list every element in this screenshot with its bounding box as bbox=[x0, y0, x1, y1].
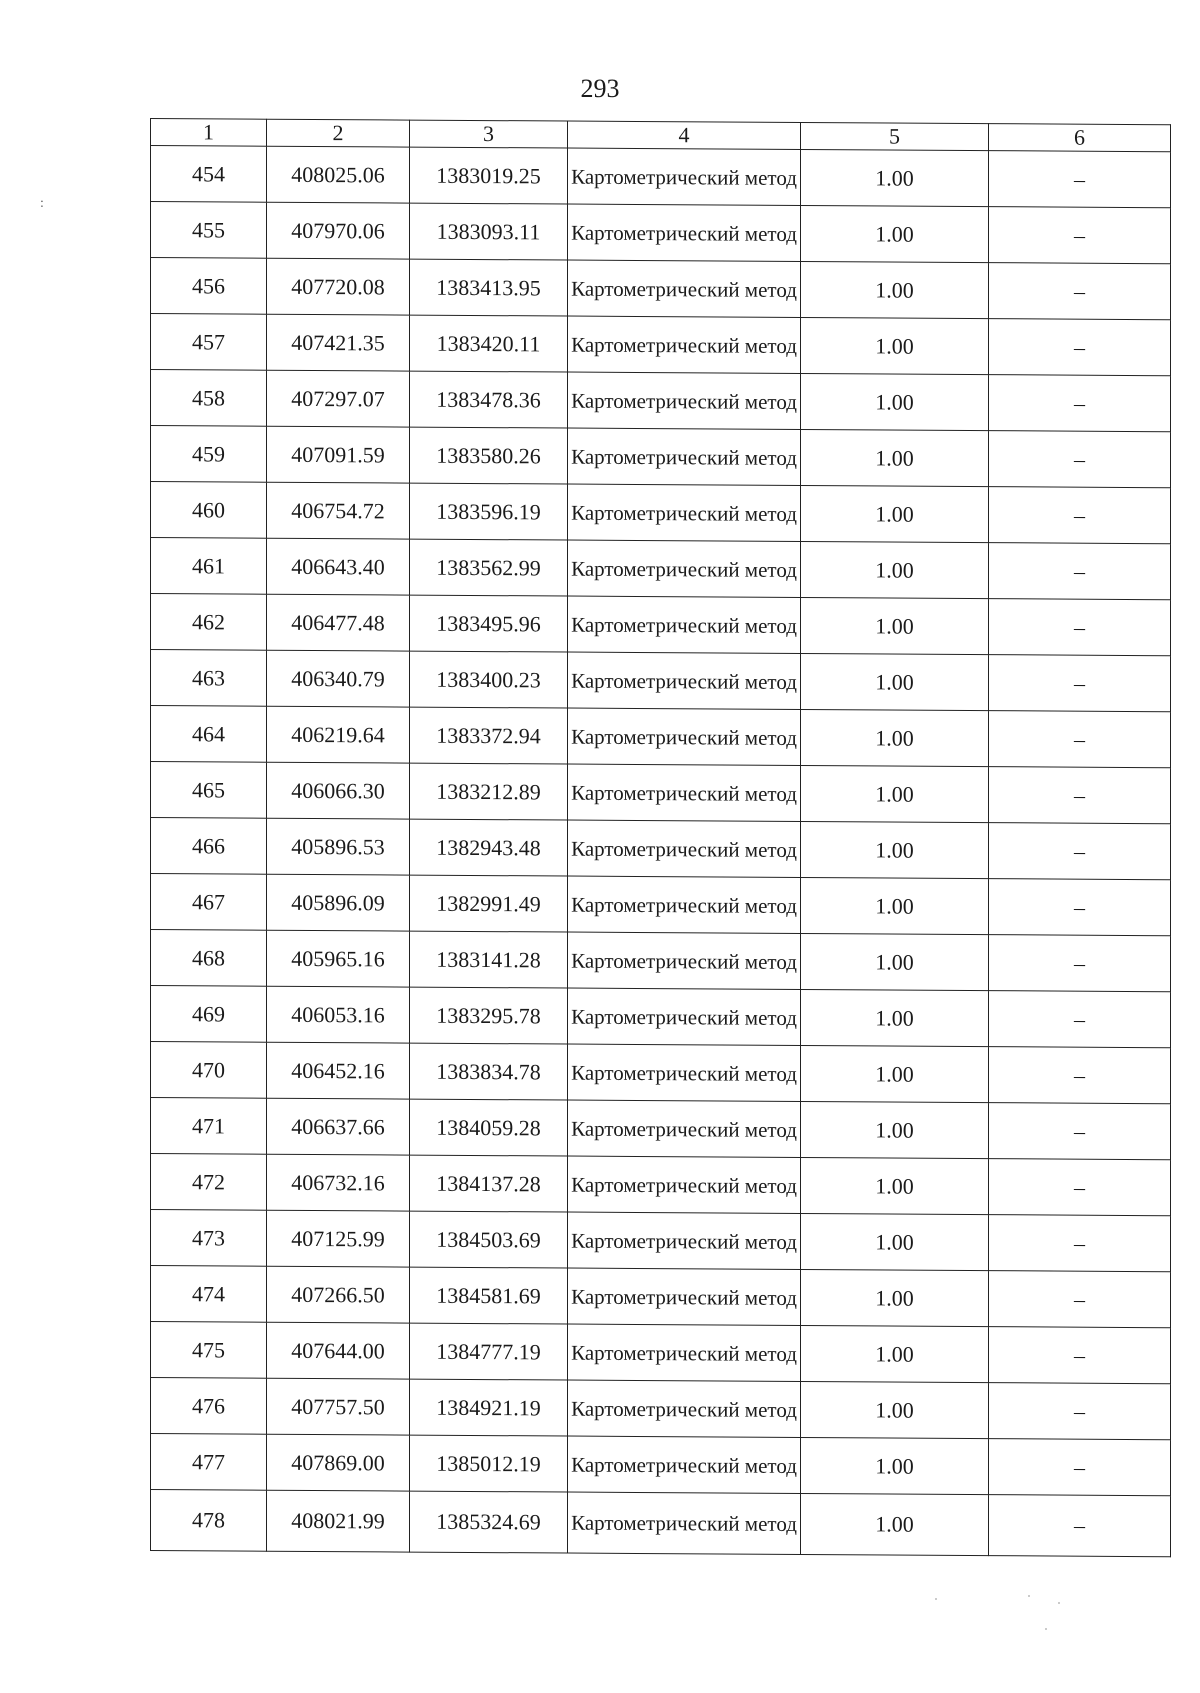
y-coordinate-cell: 1385012.19 bbox=[410, 1435, 568, 1492]
x-coordinate-cell: 407421.35 bbox=[267, 314, 410, 371]
note-cell: – bbox=[989, 711, 1171, 768]
method-cell: Картометрический метод bbox=[568, 540, 801, 597]
y-coordinate-cell: 1384581.69 bbox=[410, 1267, 568, 1324]
accuracy-cell: 1.00 bbox=[801, 149, 989, 206]
x-coordinate-cell: 407644.00 bbox=[267, 1322, 410, 1379]
note-cell: – bbox=[989, 879, 1171, 936]
accuracy-cell: 1.00 bbox=[801, 821, 989, 878]
x-coordinate-cell: 407297.07 bbox=[267, 370, 410, 427]
y-coordinate-cell: 1384137.28 bbox=[410, 1155, 568, 1212]
accuracy-cell: 1.00 bbox=[801, 205, 989, 262]
note-cell: – bbox=[989, 1495, 1171, 1557]
y-coordinate-cell: 1383413.95 bbox=[410, 259, 568, 316]
point-number-cell: 473 bbox=[151, 1210, 267, 1267]
margin-mark: : bbox=[40, 196, 44, 211]
x-coordinate-cell: 406452.16 bbox=[267, 1042, 410, 1099]
y-coordinate-cell: 1383295.78 bbox=[410, 987, 568, 1044]
method-cell: Картометрический метод bbox=[568, 260, 801, 317]
point-number-cell: 454 bbox=[151, 146, 267, 203]
table-row bbox=[151, 762, 1171, 824]
note-cell: – bbox=[989, 151, 1171, 208]
accuracy-cell: 1.00 bbox=[801, 1381, 989, 1438]
note-cell: – bbox=[989, 935, 1171, 992]
method-cell: Картометрический метод bbox=[568, 484, 801, 541]
x-coordinate-cell: 407125.99 bbox=[267, 1210, 410, 1267]
x-coordinate-cell: 406643.40 bbox=[267, 538, 410, 595]
accuracy-cell: 1.00 bbox=[801, 1101, 989, 1158]
x-coordinate-cell: 406637.66 bbox=[267, 1098, 410, 1155]
table-row bbox=[151, 1098, 1171, 1160]
y-coordinate-cell: 1385324.69 bbox=[410, 1491, 568, 1553]
point-number-cell: 471 bbox=[151, 1098, 267, 1155]
accuracy-cell: 1.00 bbox=[801, 1213, 989, 1270]
table-row bbox=[151, 986, 1171, 1048]
note-cell: – bbox=[989, 319, 1171, 376]
scan-speck bbox=[1028, 1595, 1030, 1597]
point-number-cell: 456 bbox=[151, 258, 267, 315]
note-cell: – bbox=[989, 1271, 1171, 1328]
note-cell: – bbox=[989, 599, 1171, 656]
y-coordinate-cell: 1383596.19 bbox=[410, 483, 568, 540]
x-coordinate-cell: 405896.09 bbox=[267, 874, 410, 931]
coordinates-table bbox=[150, 118, 1171, 1557]
accuracy-cell: 1.00 bbox=[801, 1325, 989, 1382]
method-cell: Картометрический метод bbox=[568, 148, 801, 205]
point-number-cell: 478 bbox=[151, 1490, 267, 1552]
table-row bbox=[151, 538, 1171, 600]
point-number-cell: 463 bbox=[151, 650, 267, 707]
method-cell: Картометрический метод bbox=[568, 596, 801, 653]
accuracy-cell: 1.00 bbox=[801, 1045, 989, 1102]
table-row bbox=[151, 1434, 1171, 1496]
note-cell: – bbox=[989, 543, 1171, 600]
method-cell: Картометрический метод bbox=[568, 876, 801, 933]
note-cell: – bbox=[989, 1327, 1171, 1384]
y-coordinate-cell: 1382943.48 bbox=[410, 819, 568, 876]
table-row bbox=[151, 426, 1171, 488]
point-number-cell: 470 bbox=[151, 1042, 267, 1099]
table-row bbox=[151, 1210, 1171, 1272]
method-cell: Картометрический метод bbox=[568, 708, 801, 765]
table-row bbox=[151, 146, 1171, 208]
note-cell: – bbox=[989, 1047, 1171, 1104]
note-cell: – bbox=[989, 207, 1171, 264]
point-number-cell: 464 bbox=[151, 706, 267, 763]
method-cell: Картометрический метод bbox=[568, 1436, 801, 1493]
method-cell: Картометрический метод bbox=[568, 316, 801, 373]
method-cell: Картометрический метод bbox=[568, 1156, 801, 1213]
method-cell: Картометрический метод bbox=[568, 652, 801, 709]
x-coordinate-cell: 405896.53 bbox=[267, 818, 410, 875]
point-number-cell: 477 bbox=[151, 1434, 267, 1491]
x-coordinate-cell: 407869.00 bbox=[267, 1434, 410, 1491]
accuracy-cell: 1.00 bbox=[801, 373, 989, 430]
point-number-cell: 469 bbox=[151, 986, 267, 1043]
y-coordinate-cell: 1383212.89 bbox=[410, 763, 568, 820]
y-coordinate-cell: 1383093.11 bbox=[410, 203, 568, 260]
point-number-cell: 462 bbox=[151, 594, 267, 651]
accuracy-cell: 1.00 bbox=[801, 765, 989, 822]
table-row bbox=[151, 314, 1171, 376]
method-cell: Картометрический метод bbox=[568, 820, 801, 877]
table-row bbox=[151, 202, 1171, 264]
x-coordinate-cell: 407970.06 bbox=[267, 202, 410, 259]
x-coordinate-cell: 407091.59 bbox=[267, 426, 410, 483]
table-row bbox=[151, 818, 1171, 880]
y-coordinate-cell: 1382991.49 bbox=[410, 875, 568, 932]
point-number-cell: 459 bbox=[151, 426, 267, 483]
note-cell: – bbox=[989, 375, 1171, 432]
scan-speck bbox=[1045, 1628, 1047, 1630]
table-row bbox=[151, 874, 1171, 936]
point-number-cell: 465 bbox=[151, 762, 267, 819]
method-cell: Картометрический метод bbox=[568, 1324, 801, 1381]
column-header: 6 bbox=[989, 124, 1171, 152]
accuracy-cell: 1.00 bbox=[801, 485, 989, 542]
table-row bbox=[151, 370, 1171, 432]
x-coordinate-cell: 406053.16 bbox=[267, 986, 410, 1043]
note-cell: – bbox=[989, 655, 1171, 712]
accuracy-cell: 1.00 bbox=[801, 261, 989, 318]
accuracy-cell: 1.00 bbox=[801, 541, 989, 598]
table-row bbox=[151, 930, 1171, 992]
y-coordinate-cell: 1383478.36 bbox=[410, 371, 568, 428]
accuracy-cell: 1.00 bbox=[801, 1269, 989, 1326]
table-row bbox=[151, 706, 1171, 768]
point-number-cell: 458 bbox=[151, 370, 267, 427]
note-cell: – bbox=[989, 1159, 1171, 1216]
x-coordinate-cell: 407266.50 bbox=[267, 1266, 410, 1323]
point-number-cell: 461 bbox=[151, 538, 267, 595]
method-cell: Картометрический метод bbox=[568, 428, 801, 485]
note-cell: – bbox=[989, 823, 1171, 880]
page-number: 293 bbox=[580, 74, 620, 103]
point-number-cell: 460 bbox=[151, 482, 267, 539]
method-cell: Картометрический метод bbox=[568, 1268, 801, 1325]
y-coordinate-cell: 1383420.11 bbox=[410, 315, 568, 372]
x-coordinate-cell: 407757.50 bbox=[267, 1378, 410, 1435]
point-number-cell: 457 bbox=[151, 314, 267, 371]
accuracy-cell: 1.00 bbox=[801, 989, 989, 1046]
method-cell: Картометрический метод bbox=[568, 932, 801, 989]
point-number-cell: 472 bbox=[151, 1154, 267, 1211]
method-cell: Картометрический метод bbox=[568, 204, 801, 261]
method-cell: Картометрический метод bbox=[568, 764, 801, 821]
x-coordinate-cell: 406732.16 bbox=[267, 1154, 410, 1211]
x-coordinate-cell: 406477.48 bbox=[267, 594, 410, 651]
x-coordinate-cell: 406754.72 bbox=[267, 482, 410, 539]
method-cell: Картометрический метод bbox=[568, 988, 801, 1045]
accuracy-cell: 1.00 bbox=[801, 877, 989, 934]
table-row bbox=[151, 1154, 1171, 1216]
method-cell: Картометрический метод bbox=[568, 1100, 801, 1157]
table-row bbox=[151, 1266, 1171, 1328]
y-coordinate-cell: 1383141.28 bbox=[410, 931, 568, 988]
note-cell: – bbox=[989, 431, 1171, 488]
accuracy-cell: 1.00 bbox=[801, 597, 989, 654]
method-cell: Картометрический метод bbox=[568, 1380, 801, 1437]
table-row bbox=[151, 482, 1171, 544]
table-row bbox=[151, 650, 1171, 712]
table-body bbox=[151, 146, 1171, 1557]
x-coordinate-cell: 406340.79 bbox=[267, 650, 410, 707]
note-cell: – bbox=[989, 1215, 1171, 1272]
y-coordinate-cell: 1383019.25 bbox=[410, 147, 568, 204]
y-coordinate-cell: 1384503.69 bbox=[410, 1211, 568, 1268]
y-coordinate-cell: 1383372.94 bbox=[410, 707, 568, 764]
table-row bbox=[151, 1378, 1171, 1440]
note-cell: – bbox=[989, 263, 1171, 320]
column-header: 3 bbox=[410, 120, 568, 148]
y-coordinate-cell: 1383580.26 bbox=[410, 427, 568, 484]
x-coordinate-cell: 408021.99 bbox=[267, 1490, 410, 1552]
column-header: 4 bbox=[568, 121, 801, 149]
y-coordinate-cell: 1383495.96 bbox=[410, 595, 568, 652]
accuracy-cell: 1.00 bbox=[801, 709, 989, 766]
point-number-cell: 474 bbox=[151, 1266, 267, 1323]
note-cell: – bbox=[989, 1383, 1171, 1440]
method-cell: Картометрический метод bbox=[568, 1492, 801, 1554]
y-coordinate-cell: 1384059.28 bbox=[410, 1099, 568, 1156]
note-cell: – bbox=[989, 767, 1171, 824]
note-cell: – bbox=[989, 1103, 1171, 1160]
accuracy-cell: 1.00 bbox=[801, 1437, 989, 1494]
x-coordinate-cell: 406219.64 bbox=[267, 706, 410, 763]
table-row bbox=[151, 594, 1171, 656]
point-number-cell: 476 bbox=[151, 1378, 267, 1435]
scan-speck bbox=[1058, 1602, 1060, 1604]
accuracy-cell: 1.00 bbox=[801, 1493, 989, 1555]
column-header: 5 bbox=[801, 122, 989, 150]
y-coordinate-cell: 1383834.78 bbox=[410, 1043, 568, 1100]
note-cell: – bbox=[989, 487, 1171, 544]
note-cell: – bbox=[989, 1439, 1171, 1496]
accuracy-cell: 1.00 bbox=[801, 933, 989, 990]
column-header: 2 bbox=[267, 119, 410, 147]
method-cell: Картометрический метод bbox=[568, 1044, 801, 1101]
scan-speck bbox=[935, 1598, 937, 1600]
y-coordinate-cell: 1384777.19 bbox=[410, 1323, 568, 1380]
point-number-cell: 467 bbox=[151, 874, 267, 931]
x-coordinate-cell: 407720.08 bbox=[267, 258, 410, 315]
point-number-cell: 455 bbox=[151, 202, 267, 259]
column-header: 1 bbox=[151, 119, 267, 147]
table-row bbox=[151, 1042, 1171, 1104]
table-row bbox=[151, 258, 1171, 320]
accuracy-cell: 1.00 bbox=[801, 317, 989, 374]
table-row bbox=[151, 1490, 1171, 1557]
y-coordinate-cell: 1384921.19 bbox=[410, 1379, 568, 1436]
y-coordinate-cell: 1383400.23 bbox=[410, 651, 568, 708]
x-coordinate-cell: 406066.30 bbox=[267, 762, 410, 819]
y-coordinate-cell: 1383562.99 bbox=[410, 539, 568, 596]
point-number-cell: 468 bbox=[151, 930, 267, 987]
point-number-cell: 466 bbox=[151, 818, 267, 875]
accuracy-cell: 1.00 bbox=[801, 1157, 989, 1214]
point-number-cell: 475 bbox=[151, 1322, 267, 1379]
table-row bbox=[151, 1322, 1171, 1384]
x-coordinate-cell: 408025.06 bbox=[267, 146, 410, 203]
method-cell: Картометрический метод bbox=[568, 372, 801, 429]
x-coordinate-cell: 405965.16 bbox=[267, 930, 410, 987]
method-cell: Картометрический метод bbox=[568, 1212, 801, 1269]
accuracy-cell: 1.00 bbox=[801, 429, 989, 486]
note-cell: – bbox=[989, 991, 1171, 1048]
accuracy-cell: 1.00 bbox=[801, 653, 989, 710]
